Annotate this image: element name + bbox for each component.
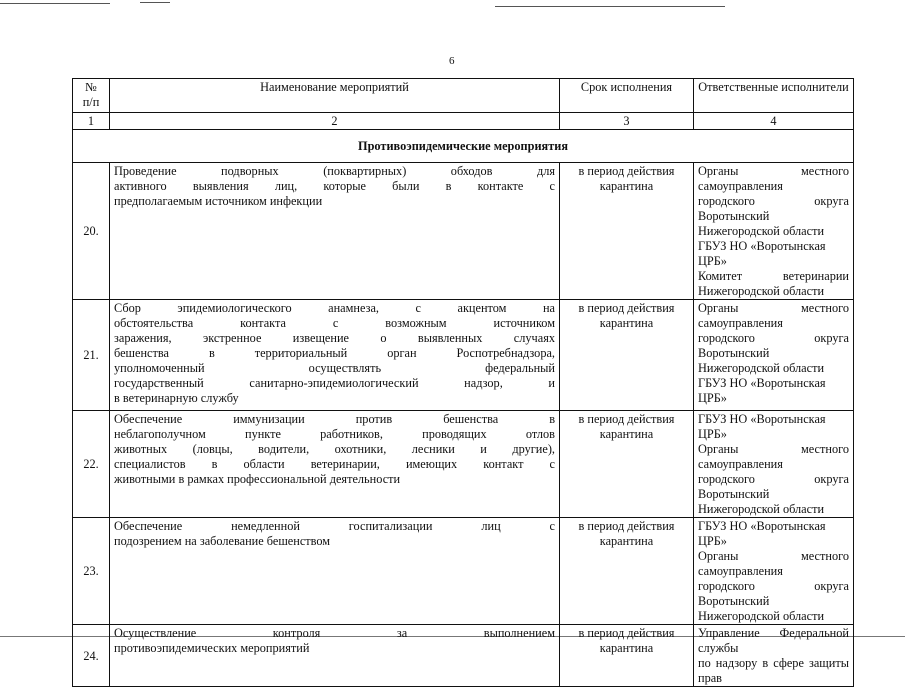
action-line: Обеспечение немедленной госпитализации лиц с: [114, 519, 555, 533]
responsible-line: городского округа Воротынский: [698, 194, 849, 223]
action-line: Сбор эпидемиологического анамнеза, с акцентом на: [114, 301, 555, 315]
responsible-cell: [694, 300, 854, 411]
action-line: бешенства в территориальный орган Роспотребнадзора,: [114, 346, 555, 360]
responsible-line: Органы местного самоуправления: [698, 301, 849, 330]
action-cell: [110, 518, 560, 625]
term-cell: [560, 518, 694, 625]
responsible-line: Управление Федеральной службы: [698, 626, 849, 655]
responsible-line: Органы местного самоуправления: [698, 164, 849, 193]
term-line: в период действия: [578, 164, 675, 178]
responsible-line: ГБУЗ НО «Воротынская ЦРБ»: [698, 376, 826, 405]
action-cell: [110, 163, 560, 300]
column-number-1: 1: [73, 113, 110, 130]
row-number: 24.: [73, 625, 110, 687]
column-number-3: 3: [560, 113, 694, 130]
term-line: карантина: [599, 641, 654, 655]
action-line: Осуществление контроля за выполнением: [114, 626, 555, 640]
column-number-4: 4: [694, 113, 854, 130]
term-line: карантина: [599, 534, 654, 548]
table-row: [73, 625, 854, 687]
section-title: Противоэпидемические мероприятия: [73, 130, 854, 163]
row-number: 22.: [73, 411, 110, 518]
column-number-row: [73, 113, 854, 130]
table-row: [73, 300, 854, 411]
responsible-line: Нижегородской области: [698, 224, 825, 238]
responsible-line: городского округа Воротынский: [698, 472, 849, 501]
term-cell: [560, 163, 694, 300]
action-line: неблагополучном пункте работников, проводящих отлов: [114, 427, 555, 441]
row-number: 20.: [73, 163, 110, 300]
action-line: государственный санитарно-эпидемиологический надзор, и: [114, 376, 555, 390]
action-line: противоэпидемических мероприятий: [114, 641, 310, 655]
action-line: обстоятельства контакта с возможным источником: [114, 316, 555, 330]
table-row: [73, 163, 854, 300]
action-line: заражения, экстренное извещение о выявленных случаях: [114, 331, 555, 345]
responsible-line: ГБУЗ НО «Воротынская ЦРБ»: [698, 519, 826, 548]
header-num: [73, 79, 110, 113]
responsible-line: Нижегородской области: [698, 609, 825, 623]
responsible-line: Нижегородской области: [698, 502, 825, 516]
header-term: Срок исполнения: [560, 79, 694, 113]
term-line: в период действия: [578, 626, 675, 640]
page-number: 6: [449, 55, 455, 67]
row-number: 21.: [73, 300, 110, 411]
header-responsible: Ответственные исполнители: [694, 79, 854, 113]
term-cell: [560, 625, 694, 687]
measures-table: [72, 78, 854, 687]
term-line: карантина: [599, 179, 654, 193]
row-number: 23.: [73, 518, 110, 625]
action-line: в ветеринарную службу: [114, 391, 239, 405]
responsible-line: ГБУЗ НО «Воротынская ЦРБ»: [698, 412, 826, 441]
action-cell: [110, 300, 560, 411]
table-row: [73, 518, 854, 625]
action-line: Обеспечение иммунизации против бешенства в: [114, 412, 555, 426]
term-line: в период действия: [578, 412, 675, 426]
responsible-line: по надзору в сфере защиты прав: [698, 656, 849, 685]
table-row: [73, 411, 854, 518]
responsible-line: Нижегородской области: [698, 284, 825, 298]
header-num-line-2: п/п: [82, 95, 100, 109]
responsible-cell: [694, 411, 854, 518]
action-line: животными в рамках профессиональной деятельности: [114, 472, 401, 486]
column-number-2: 2: [110, 113, 560, 130]
responsible-line: Органы местного самоуправления: [698, 549, 849, 578]
responsible-line: Нижегородской области: [698, 361, 825, 375]
action-line: животных (ловцы, водители, охотники, лесники и другие),: [114, 442, 555, 456]
responsible-cell: [694, 163, 854, 300]
section-row: [73, 130, 854, 163]
table-header-row: [73, 79, 854, 113]
scan-mark-top-right: [495, 6, 725, 7]
action-line: уполномоченный осуществлять федеральный: [114, 361, 555, 375]
header-name: Наименование мероприятий: [110, 79, 560, 113]
header-num-line-1: №: [85, 80, 97, 94]
action-line: активного выявления лиц, которые были в контакте с: [114, 179, 555, 193]
action-cell: [110, 411, 560, 518]
scan-mark-top-mid: [140, 2, 170, 3]
responsible-line: ГБУЗ НО «Воротынская ЦРБ»: [698, 239, 826, 268]
term-line: в период действия: [578, 301, 675, 315]
action-cell: [110, 625, 560, 687]
responsible-cell: [694, 625, 854, 687]
responsible-line: Комитет ветеринарии: [698, 269, 849, 283]
action-line: Проведение подворных (поквартирных) обходов для: [114, 164, 555, 178]
responsible-line: городского округа Воротынский: [698, 579, 849, 608]
term-line: в период действия: [578, 519, 675, 533]
responsible-line: Органы местного самоуправления: [698, 442, 849, 471]
action-line: специалистов в области ветеринарии, имеющих контакт с: [114, 457, 555, 471]
scan-mark-top-left: [0, 3, 110, 4]
responsible-cell: [694, 518, 854, 625]
action-line: предполагаемым источником инфекции: [114, 194, 323, 208]
term-line: карантина: [599, 427, 654, 441]
term-cell: [560, 300, 694, 411]
term-cell: [560, 411, 694, 518]
action-line: подозрением на заболевание бешенством: [114, 534, 331, 548]
responsible-line: городского округа Воротынский: [698, 331, 849, 360]
term-line: карантина: [599, 316, 654, 330]
